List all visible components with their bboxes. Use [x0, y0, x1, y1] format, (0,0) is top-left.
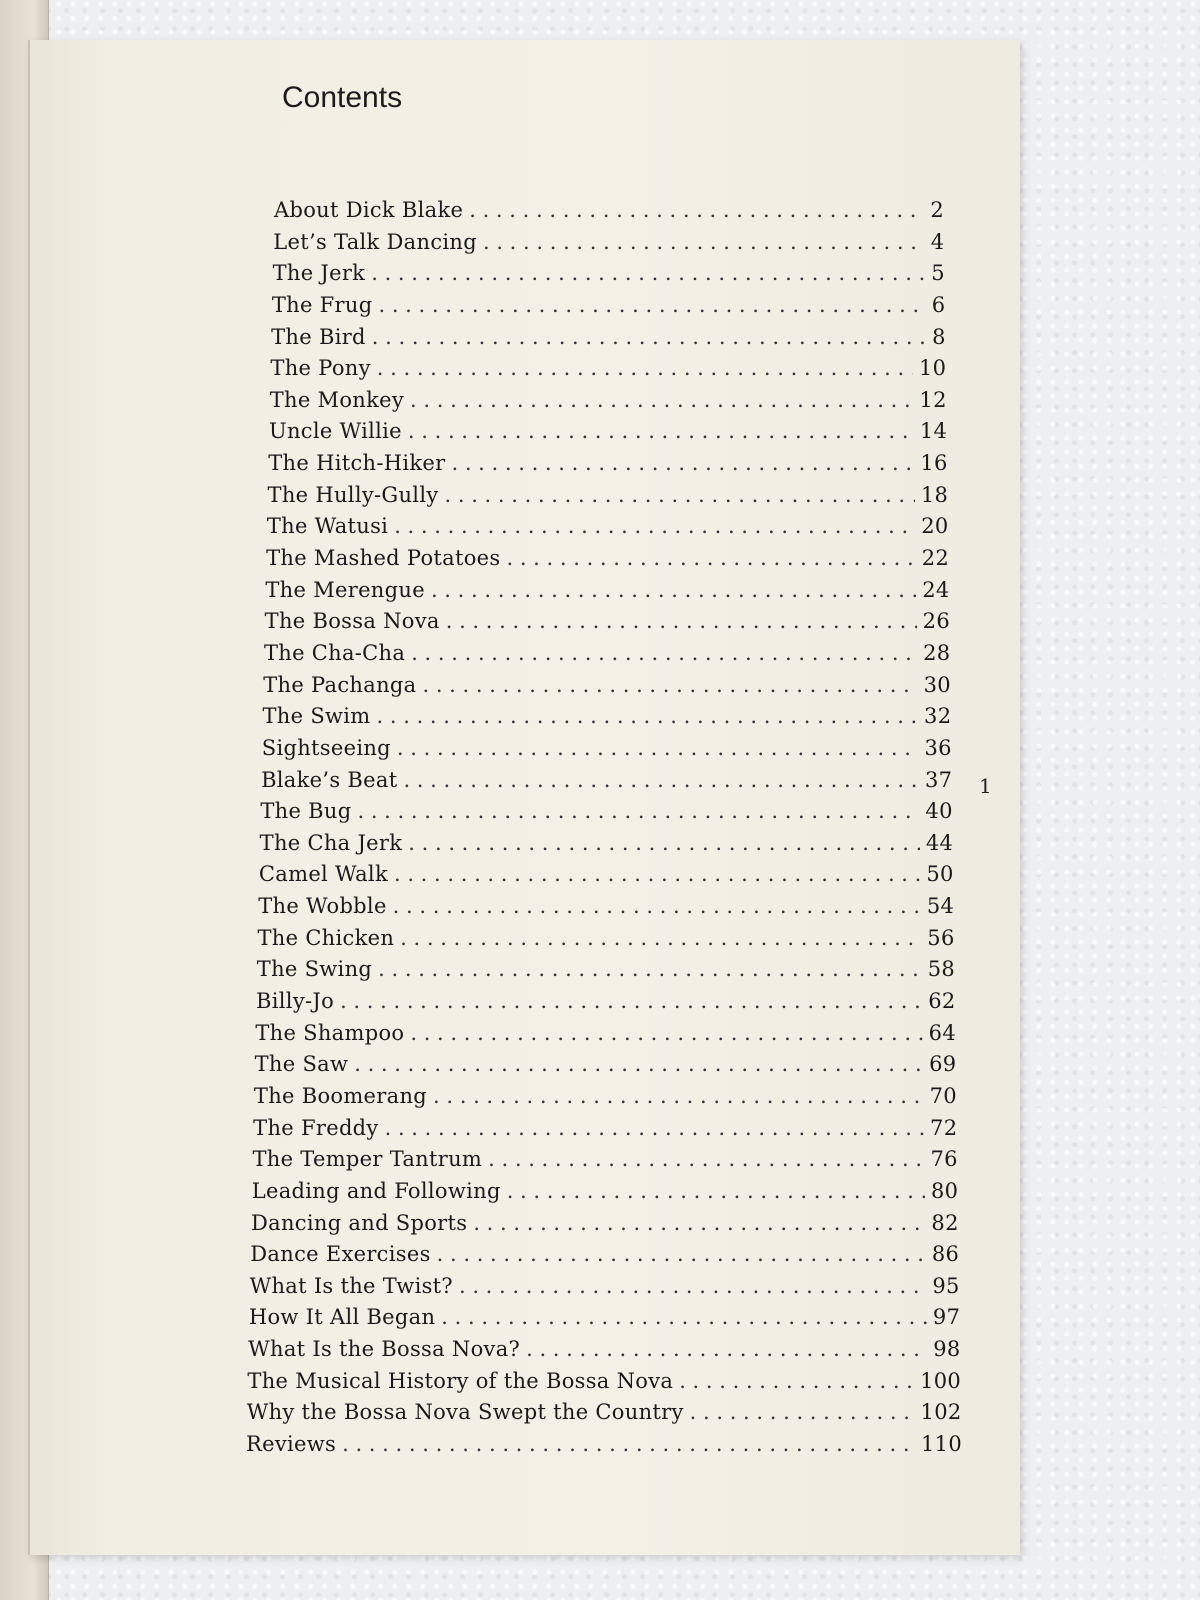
toc-entry: [267, 514, 949, 542]
toc-entry-title: The Mashed Potatoes: [266, 546, 501, 571]
toc-entry-page: 24: [922, 577, 950, 602]
toc-entry: [260, 799, 952, 827]
toc-entry: [252, 1147, 957, 1175]
toc-dot-leader: [400, 926, 921, 950]
toc-entry-title: How It All Began: [248, 1305, 436, 1330]
toc-entry-title: The Chicken: [257, 925, 395, 950]
toc-dot-leader: [451, 451, 914, 475]
toc-dot-leader: [397, 736, 919, 760]
toc-entry-page: 5: [931, 261, 945, 286]
toc-dot-leader: [526, 1337, 927, 1361]
toc-entry-page: 26: [922, 609, 950, 634]
toc-entry: [248, 1337, 960, 1365]
toc-entry-title: Sightseeing: [261, 735, 391, 760]
toc-entry-page: 32: [924, 704, 952, 729]
toc-entry-page: 72: [930, 1115, 958, 1140]
toc-entry-title: Leading and Following: [251, 1178, 501, 1203]
toc-entry-page: 20: [921, 514, 949, 539]
toc-entry-page: 102: [920, 1400, 962, 1425]
toc-dot-leader: [371, 261, 925, 285]
toc-dot-leader: [377, 704, 919, 728]
toc-entry: [260, 831, 954, 859]
toc-entry-page: 2: [930, 198, 944, 222]
toc-entry-page: 98: [933, 1337, 961, 1362]
toc-entry-title: The Temper Tantrum: [252, 1147, 483, 1172]
toc-dot-leader: [372, 325, 926, 349]
toc-entry-title: The Boomerang: [253, 1083, 428, 1108]
page-number: 1: [979, 774, 992, 798]
toc-entry: [274, 198, 944, 226]
toc-entry-page: 37: [924, 767, 953, 792]
toc-entry-page: 82: [931, 1210, 959, 1235]
toc-entry-title: The Bossa Nova: [264, 609, 440, 634]
book-page: [28, 40, 1020, 1555]
toc-entry-title: The Musical History of the Bossa Nova: [247, 1368, 674, 1393]
toc-entry: [255, 1052, 957, 1080]
toc-dot-leader: [441, 1305, 927, 1329]
toc-entry-page: 28: [923, 640, 951, 665]
toc-entry-title: Dance Exercises: [250, 1242, 431, 1267]
toc-dot-leader: [385, 1116, 924, 1140]
toc-entry-title: The Monkey: [269, 387, 405, 412]
toc-entry-page: 40: [925, 799, 953, 824]
toc-dot-leader: [357, 799, 919, 823]
toc-entry: [273, 230, 944, 258]
toc-entry-title: Blake’s Beat: [261, 767, 398, 792]
toc-entry: [252, 1179, 959, 1207]
toc-entry: [266, 546, 949, 574]
toc-dot-leader: [488, 1147, 924, 1171]
toc-entry-page: 16: [920, 451, 948, 476]
toc-entry-title: What Is the Twist?: [249, 1273, 453, 1298]
toc-entry-page: 70: [929, 1083, 957, 1108]
toc-entry: [270, 356, 946, 384]
toc-dot-leader: [433, 1084, 924, 1108]
toc-entry-page: 14: [919, 419, 948, 444]
toc-entry: [247, 1369, 961, 1397]
toc-entry-title: The Jerk: [272, 261, 366, 286]
toc-entry-page: 22: [921, 546, 950, 571]
toc-entry-page: 80: [930, 1178, 959, 1203]
toc-dot-leader: [393, 894, 921, 918]
toc-entry-title: Uncle Willie: [268, 419, 402, 444]
toc-entry-page: 69: [929, 1052, 957, 1077]
toc-entry-title: Camel Walk: [258, 862, 388, 887]
toc-dot-leader: [410, 1021, 922, 1045]
toc-entry-page: 86: [931, 1242, 960, 1267]
toc-dot-leader: [690, 1400, 915, 1424]
toc-dot-leader: [408, 831, 920, 855]
toc-entry: [268, 483, 949, 511]
toc-dot-leader: [394, 862, 920, 886]
toc-entry-page: 8: [932, 324, 946, 349]
toc-dot-leader: [483, 230, 925, 254]
toc-entry-title: The Cha-Cha: [263, 640, 406, 665]
toc-entry-title: The Watusi: [266, 514, 389, 539]
toc-dot-leader: [342, 1432, 915, 1456]
toc-entry-title: The Bug: [260, 799, 352, 824]
toc-entry: [273, 261, 945, 289]
toc-entry: [268, 451, 947, 479]
toc-dot-leader: [445, 483, 915, 507]
toc-entry-page: 110: [921, 1432, 962, 1456]
toc-entry-page: 95: [932, 1273, 960, 1298]
toc-dot-leader: [679, 1369, 914, 1393]
toc-dot-leader: [408, 419, 914, 443]
toc-entry: [272, 293, 946, 321]
toc-entry-title: The Swing: [256, 957, 373, 982]
toc-entry-page: 30: [923, 672, 951, 697]
toc-entry: [265, 609, 950, 637]
toc-entry-title: What Is the Bossa Nova?: [248, 1337, 521, 1362]
toc-dot-leader: [410, 388, 913, 412]
toc-entry-page: 100: [920, 1368, 962, 1393]
toc-entry: [247, 1400, 962, 1428]
toc-entry-title: The Cha Jerk: [259, 830, 403, 855]
toc-entry: [258, 894, 954, 922]
toc-entry-title: About Dick Blake: [274, 198, 464, 222]
toc-entry-page: 54: [926, 894, 955, 919]
toc-entry: [246, 1432, 962, 1460]
toc-entry-title: Billy-Jo: [256, 989, 335, 1014]
toc-entry-title: The Freddy: [253, 1115, 379, 1140]
toc-entry: [263, 673, 951, 701]
toc-entry: [253, 1116, 957, 1144]
toc-entry: [254, 1084, 957, 1112]
toc-entry-page: 44: [925, 830, 954, 855]
toc-entry-title: The Pony: [270, 356, 371, 381]
toc-entry-title: The Swim: [262, 704, 371, 729]
toc-dot-leader: [469, 198, 924, 222]
toc-entry-page: 76: [930, 1147, 958, 1172]
toc-entry-title: Let’s Talk Dancing: [273, 229, 477, 254]
toc-dot-leader: [340, 989, 922, 1013]
toc-dot-leader: [437, 1242, 926, 1266]
toc-dot-leader: [507, 1179, 925, 1203]
toc-entry-title: The Merengue: [265, 577, 425, 602]
toc-dot-leader: [354, 1052, 923, 1076]
toc-dot-leader: [403, 768, 919, 792]
toc-entry: [265, 578, 949, 606]
toc-entry-page: 36: [924, 735, 952, 760]
toc-entry-page: 6: [931, 292, 946, 317]
toc-dot-leader: [394, 514, 915, 538]
toc-entry-page: 50: [926, 862, 954, 887]
toc-dot-leader: [506, 546, 915, 570]
toc-entry: [261, 768, 952, 796]
toc-dot-leader: [459, 1274, 926, 1298]
toc-entry-page: 64: [928, 1020, 956, 1045]
toc-entry: [250, 1242, 959, 1270]
toc-entry-page: 4: [930, 229, 945, 254]
toc-entry-page: 62: [928, 989, 956, 1014]
toc-entry-title: The Saw: [254, 1052, 349, 1077]
toc-entry-title: Why the Bossa Nova Swept the Country: [246, 1400, 684, 1425]
toc-entry-page: 56: [927, 925, 955, 950]
toc-entry-title: The Wobble: [258, 894, 387, 919]
toc-entry-title: The Pachanga: [263, 672, 417, 697]
toc-entry: [262, 736, 952, 764]
toc-entry-page: 97: [932, 1305, 961, 1330]
toc-entry-title: Reviews: [246, 1432, 337, 1456]
toc-dot-leader: [411, 641, 917, 665]
toc-entry-title: The Frug: [271, 292, 373, 317]
toc-entry-page: 12: [919, 387, 947, 412]
toc-entry: [264, 641, 951, 669]
toc-entry-page: 10: [918, 356, 947, 381]
toc-entry-title: Dancing and Sports: [251, 1210, 468, 1235]
toc-entry: [257, 926, 954, 954]
toc-entry: [270, 388, 947, 416]
toc-entry: [256, 989, 955, 1017]
toc-entry: [269, 419, 947, 447]
toc-entry-title: The Hully-Gully: [267, 482, 439, 507]
toc-dot-leader: [473, 1211, 925, 1235]
toc-entry: [250, 1274, 960, 1302]
toc-entry: [255, 1021, 956, 1049]
toc-dot-leader: [446, 609, 917, 633]
toc-dot-leader: [431, 578, 916, 602]
toc-entry-page: 18: [920, 482, 949, 507]
toc-dot-leader: [377, 356, 913, 380]
toc-entry: [271, 325, 946, 353]
toc-entry: [249, 1305, 960, 1333]
toc-entry-title: The Shampoo: [255, 1020, 405, 1045]
toc-dot-leader: [378, 293, 925, 317]
toc-dot-leader: [422, 673, 917, 697]
toc-entry: [251, 1211, 959, 1239]
toc-entry: [263, 704, 952, 732]
toc-entry: [257, 957, 955, 985]
toc-entry: [259, 862, 954, 890]
toc-entry-title: The Bird: [271, 324, 366, 349]
toc-entry-title: The Hitch-Hiker: [268, 451, 446, 476]
toc-dot-leader: [378, 957, 922, 981]
page-title: Contents: [282, 81, 403, 114]
toc-entry-page: 58: [927, 957, 956, 982]
